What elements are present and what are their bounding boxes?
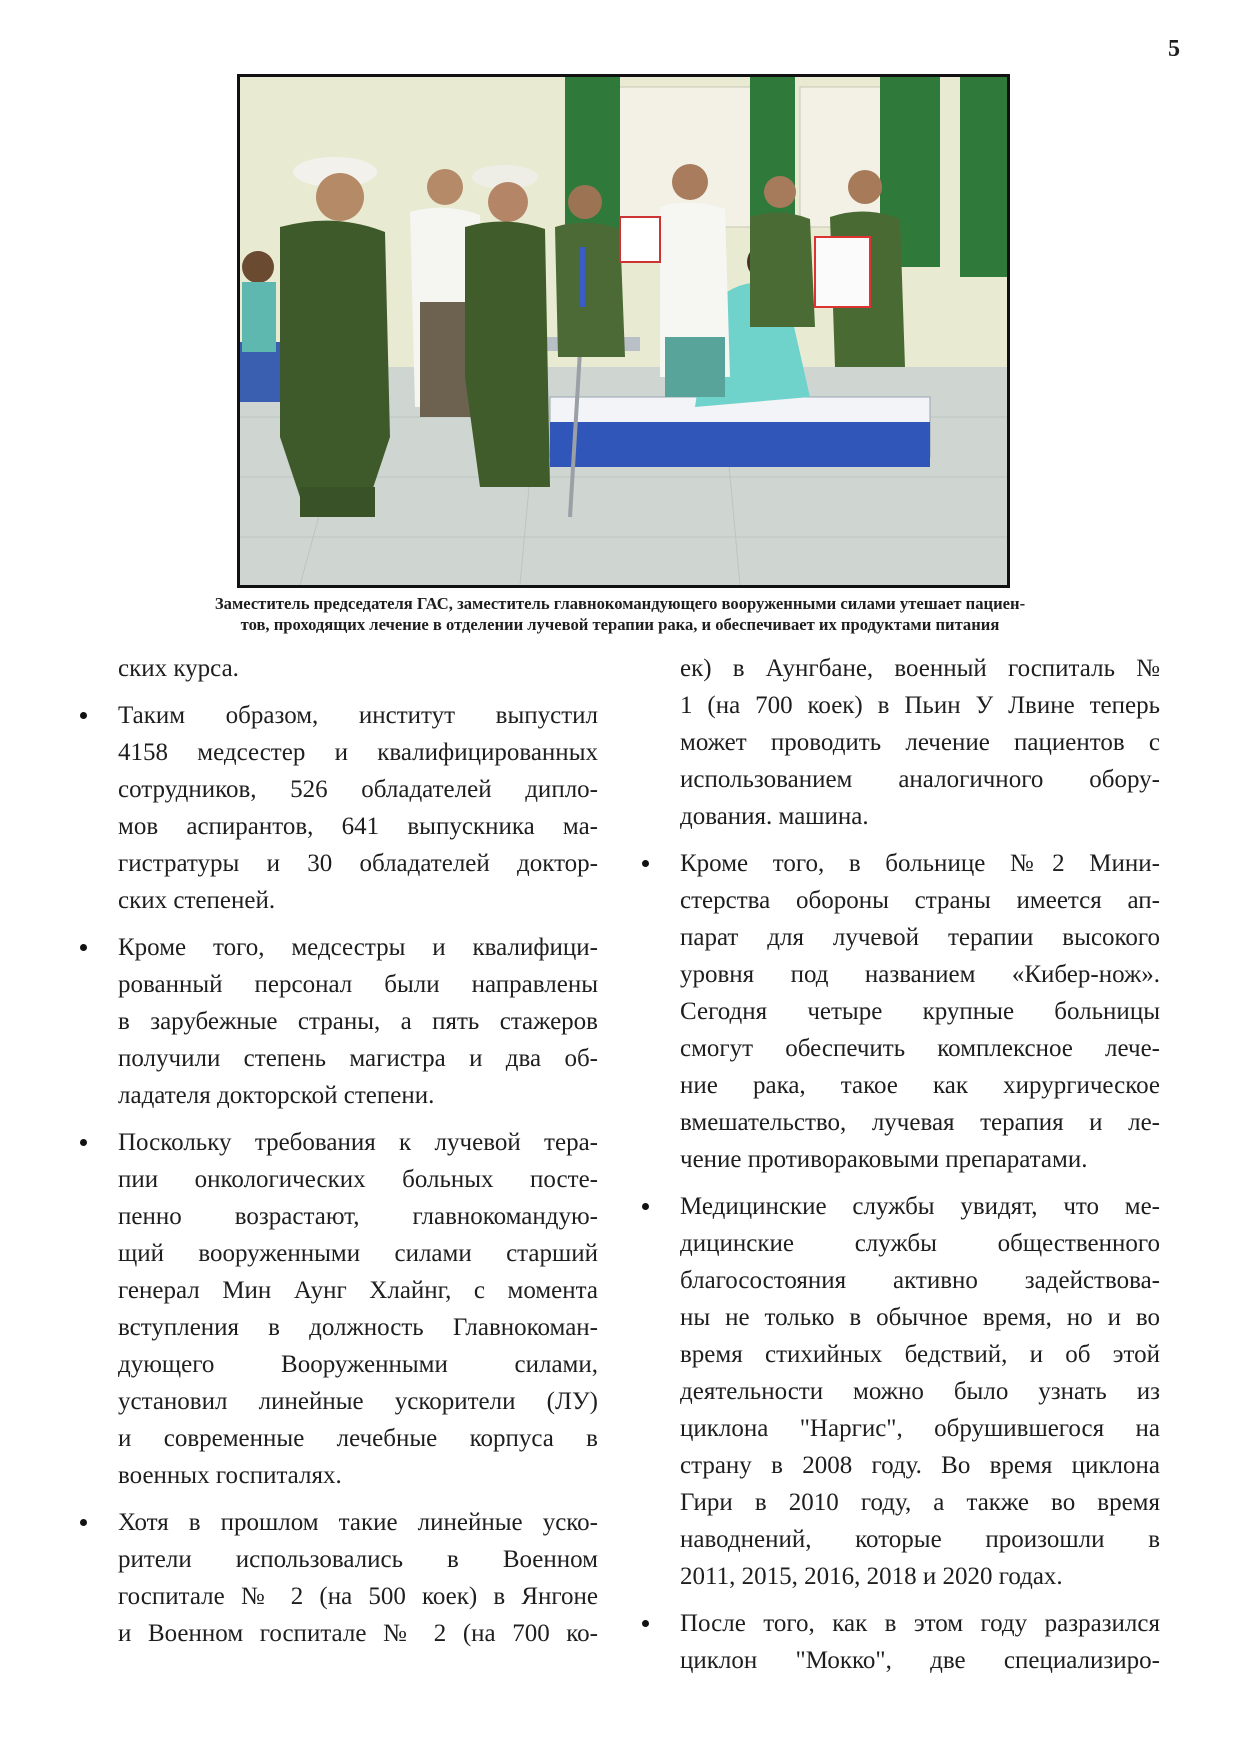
text-line: ек) в Аунгбане, военный госпиталь № (680, 655, 1160, 682)
text-line: генерал Мин Аунг Хлайнг, с момента (118, 1277, 598, 1304)
text-line: деятельности можно было узнать из (680, 1378, 1160, 1405)
text-line: Хотя в прошлом такие линейные уско- (118, 1509, 598, 1536)
paragraph (680, 650, 1160, 835)
bullet-paragraph (118, 929, 598, 1114)
text-line: чение противораковыми препаратами. (680, 1146, 1088, 1173)
caption-line: Заместитель председателя ГАС, заместитель главнокомандующего вооруженными силами утешает пациен- (214, 594, 1026, 613)
text-line: ны не только в обычное время, но и во (680, 1304, 1160, 1331)
text-line: ских курса. (118, 655, 239, 682)
text-line: дования. машина. (680, 803, 869, 830)
left-column (118, 650, 598, 1662)
bullet-paragraph (680, 1188, 1160, 1595)
text-line: парат для лучевой терапии высокого (680, 924, 1160, 951)
text-line: страну в 2008 году. Во время циклона (680, 1452, 1160, 1479)
right-column (680, 650, 1160, 1689)
text-line: Гири в 2010 году, а также во время (680, 1489, 1160, 1516)
text-line: гистратуры и 30 обладателей доктор- (118, 850, 598, 877)
caption-line: тов, проходящих лечение в отделении лучевой терапии рака, и обеспечивает их продуктами питания (240, 615, 1000, 634)
text-line: Поскольку требования к лучевой тера- (118, 1129, 598, 1156)
text-line: щий вооруженными силами старший (118, 1240, 598, 1267)
text-line: госпитале № 2 (на 500 коек) в Янгоне (118, 1583, 598, 1610)
text-line: ских степеней. (118, 887, 276, 914)
text-line: и Военном госпитале № 2 (на 700 ко- (118, 1620, 598, 1647)
text-line: 4158 медсестер и квалифицированных (118, 739, 598, 766)
bullet-paragraph (118, 697, 598, 919)
text-line: После того, как в этом году разразился (680, 1610, 1160, 1637)
hospital-ward-photo (237, 74, 1010, 588)
text-line: вмешательство, лучевая терапия и ле- (680, 1109, 1160, 1136)
text-line: пии онкологических больных посте- (118, 1166, 598, 1193)
photo-caption (100, 593, 1140, 635)
text-line: 2011, 2015, 2016, 2018 и 2020 годах. (680, 1563, 1063, 1590)
page-number: 5 (1168, 36, 1180, 62)
text-line: установил линейные ускорители (ЛУ) (118, 1388, 598, 1415)
bullet-paragraph (680, 1605, 1160, 1679)
text-line: Таким образом, институт выпустил (118, 702, 598, 729)
text-line: Кроме того, в больнице №2 Мини- (680, 850, 1160, 877)
text-line: ние рака, такое как хирургическое (680, 1072, 1160, 1099)
bullet-paragraph (118, 1124, 598, 1494)
bullet-paragraph (680, 845, 1160, 1178)
text-line: ладателя докторской степени. (118, 1082, 435, 1109)
text-line: циклона "Наргис", обрушившегося на (680, 1415, 1160, 1442)
text-line: Сегодня четыре крупные больницы (680, 998, 1160, 1025)
text-line: смогут обеспечить комплексное лече- (680, 1035, 1160, 1062)
text-line: благосостояния активно задействова- (680, 1267, 1160, 1294)
text-line: использованием аналогичного обору- (680, 766, 1160, 793)
photo-hospital-ward-icon (240, 77, 1007, 585)
text-line: рители использовались в Военном (118, 1546, 598, 1573)
text-line: сотрудников, 526 обладателей дипло- (118, 776, 598, 803)
text-line: стерства обороны страны имеется ап- (680, 887, 1160, 914)
text-line: пенно возрастают, главнокомандую- (118, 1203, 598, 1230)
text-line: циклон "Мокко", две специализиро- (680, 1647, 1160, 1674)
text-line: мов аспирантов, 641 выпускника ма- (118, 813, 598, 840)
text-line: может проводить лечение пациентов с (680, 729, 1160, 756)
text-line: получили степень магистра и два об- (118, 1045, 598, 1072)
text-line: дицинские службы общественного (680, 1230, 1160, 1257)
text-line: вступления в должность Главнокоман- (118, 1314, 598, 1341)
paragraph (118, 650, 598, 687)
text-line: Медицинские службы увидят, что ме- (680, 1193, 1160, 1220)
text-line: рованный персонал были направлены (118, 971, 598, 998)
text-line: Кроме того, медсестры и квалифици- (118, 934, 598, 961)
text-line: наводнений, которые произошли в (680, 1526, 1160, 1553)
text-line: 1 (на 700 коек) в Пьин У Лвине теперь (680, 692, 1160, 719)
text-line: и современные лечебные корпуса в (118, 1425, 598, 1452)
text-line: в зарубежные страны, а пять стажеров (118, 1008, 598, 1035)
bullet-paragraph (118, 1504, 598, 1652)
text-line: время стихийных бедствий, и об этой (680, 1341, 1160, 1368)
text-line: дующего Вооруженными силами, (118, 1351, 598, 1378)
text-line: военных госпиталях. (118, 1462, 342, 1489)
text-line: уровня под названием «Кибер-нож». (680, 961, 1160, 988)
